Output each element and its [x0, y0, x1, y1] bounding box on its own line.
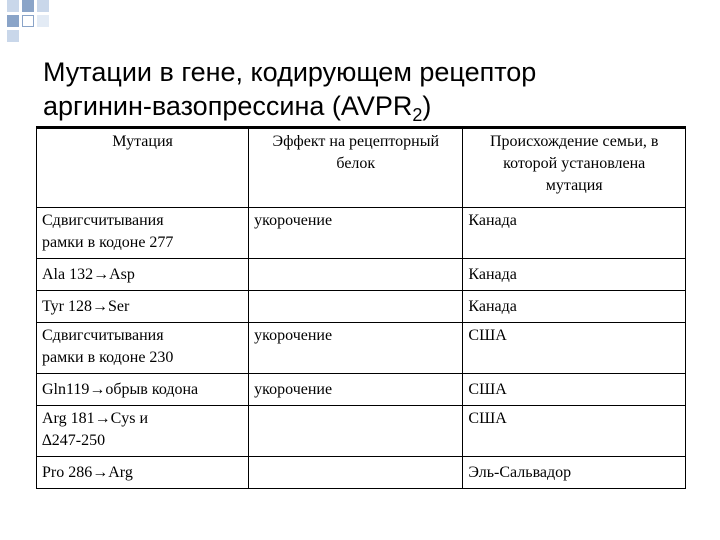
header-mutation: Мутация — [37, 129, 249, 208]
cell-origin: США — [463, 323, 686, 374]
mutation-line-2: ∆247-250 — [42, 432, 106, 449]
cell-effect: укорочение — [249, 323, 463, 374]
table-row — [37, 374, 686, 406]
cell-origin: США — [463, 406, 686, 457]
title-line-1: Мутации в гене, кодирующем рецептор — [43, 57, 537, 87]
mutation-table — [36, 128, 686, 489]
cell-effect — [249, 259, 463, 291]
title-line-2-end: ) — [422, 91, 432, 121]
cell-mutation: Ala 132→Asp — [37, 259, 249, 291]
table-row — [37, 323, 686, 374]
mutation-line-2: рамки в кодоне 230 — [42, 349, 174, 366]
table-row — [37, 208, 686, 259]
cell-mutation: Pro 286→Arg — [37, 457, 249, 489]
decor-square-1 — [7, 0, 19, 12]
table-row — [37, 259, 686, 291]
title-subscript: 2 — [412, 105, 423, 125]
table-row — [37, 457, 686, 489]
table-row — [37, 291, 686, 323]
decor-square-5 — [22, 15, 34, 27]
cell-origin: Эль-Сальвадор — [463, 457, 686, 489]
cell-effect: укорочение — [249, 374, 463, 406]
cell-effect — [249, 406, 463, 457]
table-header-row — [37, 129, 686, 208]
decor-square-2 — [22, 0, 34, 12]
cell-mutation: Gln119→обрыв кодона — [37, 374, 249, 406]
decor-square-3 — [37, 0, 49, 12]
cell-mutation — [37, 406, 249, 457]
header-effect: Эффект на рецепторный белок — [249, 129, 463, 208]
cell-mutation: Tyr 128→Ser — [37, 291, 249, 323]
title-line-2-main: аргинин-вазопрессина (AVPR — [43, 91, 413, 121]
decor-square-6 — [7, 30, 19, 42]
cell-origin: Канада — [463, 291, 686, 323]
cell-effect — [249, 291, 463, 323]
cell-effect: укорочение — [249, 208, 463, 259]
header-origin: Происхождение семьи, в которой установлена мутация — [463, 129, 686, 208]
cell-origin: Канада — [463, 259, 686, 291]
mutation-line-2: рамки в кодоне 277 — [42, 234, 174, 251]
table-row — [37, 406, 686, 457]
mutation-word-2: считывания — [83, 212, 164, 229]
slide-title — [43, 55, 703, 123]
decor-square-7 — [37, 15, 49, 27]
cell-effect — [249, 457, 463, 489]
mutation-word-2: считывания — [83, 327, 164, 344]
mutation-line-1: Arg 181→Cys и — [42, 410, 149, 427]
cell-mutation — [37, 208, 249, 259]
cell-origin: США — [463, 374, 686, 406]
cell-mutation — [37, 323, 249, 374]
mutation-word-1: Сдвиг — [42, 212, 84, 229]
cell-origin: Канада — [463, 208, 686, 259]
decor-square-4 — [7, 15, 19, 27]
title-line-2 — [43, 89, 703, 123]
mutation-word-1: Сдвиг — [42, 327, 84, 344]
